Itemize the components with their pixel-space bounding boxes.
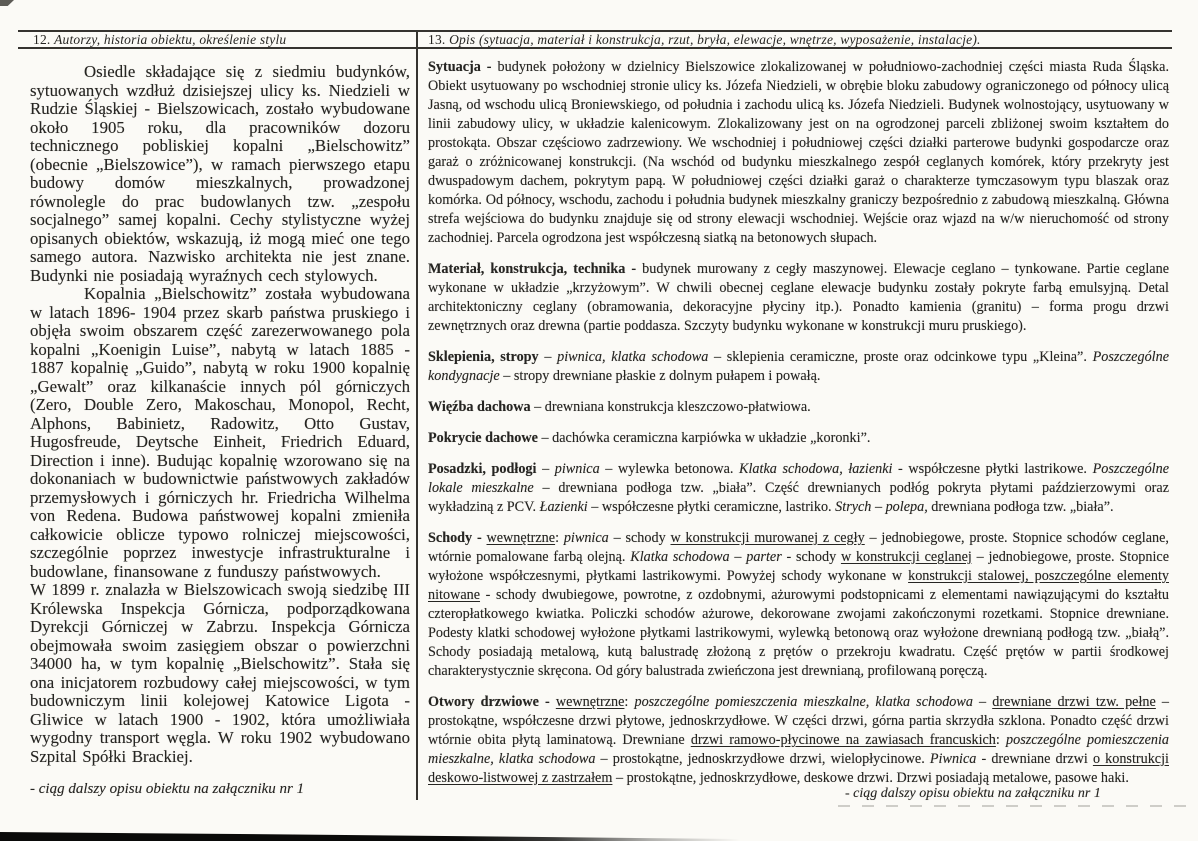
text-segment: Sytuacja - xyxy=(428,59,498,75)
text-segment: piwnica xyxy=(563,530,614,546)
text-segment: konstrukcji stalowej, poszczególne elementy nitowane xyxy=(428,568,1169,603)
text-segment: – drewniana podłoga tzw. „biała”. Część drewnianych podłóg pokryta płytami paździerzowymi oraz wykładziną z PCV. xyxy=(428,480,1169,515)
text-segment: 12. xyxy=(33,32,55,47)
text-segment: Poszczególne kondygnacje xyxy=(428,349,1170,384)
text-segment: Piwnica xyxy=(929,751,982,767)
right-column-body xyxy=(428,58,1169,800)
text-segment: : xyxy=(624,694,635,710)
text-segment: - schody xyxy=(786,549,841,565)
paragraph xyxy=(30,285,410,581)
column-divider xyxy=(416,30,418,800)
text-segment: – prostokątne, jednoskrzydłowe drzwi, wielopłycinowe. xyxy=(600,751,930,767)
paragraph xyxy=(428,58,1169,248)
text-segment: wewnętrzne xyxy=(555,694,625,710)
text-segment: : xyxy=(555,530,564,546)
text-segment: - drewniane drzwi xyxy=(981,751,1093,767)
text-segment: Klatka schodowa, łazienki xyxy=(739,461,899,477)
text-segment: drewniane drzwi tzw. pełne xyxy=(992,694,1156,710)
text-segment: – wylewka betonowa. xyxy=(605,461,740,477)
section-12-header xyxy=(33,32,286,48)
paragraph xyxy=(428,460,1169,517)
text-segment: Materiał, konstrukcja, technika - xyxy=(428,261,643,277)
text-segment: Więźba dachowa xyxy=(428,399,535,415)
paragraph xyxy=(428,398,1169,417)
paragraph xyxy=(428,260,1169,336)
text-segment: – jednobiegowe, proste. Stopnice schodów ceglane, wtórnie pomalowane farbą olejną. xyxy=(428,530,1169,565)
paragraph xyxy=(428,429,1169,448)
text-segment: Sklepienia, stropy xyxy=(428,349,545,365)
text-segment: – sklepienia ceramiczne, proste oraz odcinkowe typu „Kleina”. xyxy=(713,349,1093,365)
section-13-header xyxy=(428,32,981,48)
paragraph xyxy=(428,348,1169,386)
text-segment: Otwory drzwiowe - xyxy=(428,694,556,710)
text-segment: – xyxy=(979,694,993,710)
text-segment: Poszczególne lokale mieszkalne xyxy=(428,461,1170,496)
left-column-footer: - ciąg dalszy opisu obiektu na załączniku nr 1 xyxy=(30,781,305,797)
left-column-body xyxy=(30,63,410,766)
text-segment: poszczególne pomieszczenia mieszkalne, klatka schodowa xyxy=(428,732,1169,767)
text-segment: w konstrukcji murowanej z cegły xyxy=(670,530,865,546)
text-segment: – xyxy=(544,349,558,365)
text-segment: - schody dwubiegowe, powrotne, z ozdobnymi, ażurowymi podstopnicami z elementami nawiązującymi do kształtu czteropłatkowego kwiatka. Policzki schodów ażurowe, dekorowane zwojami zakończonymi rozetkami. Stopnice drewniane. Podesty klatki schodowej wyłożone płytkami lastrikowymi, wylewką betonową oraz wyłożone drewnianą podłogą tzw. „białą”. Schody posiadają metalową, kutą balustradę złożoną z prętów o przekroju kwadratu. Część prętów w partii środkowej charakterystycznie skręcona. Od góry balustrada zwieńczona jest drewnianą, profilowaną poręczą. xyxy=(428,587,1169,679)
text-segment: – prostokątne, jednoskrzydłowe, deskowe drzwi. Drzwi posiadają metalowe, pasowe haki. xyxy=(612,770,1129,786)
text-segment: – dachówka ceramiczna karpiówka w układzie „koronki”. xyxy=(541,430,871,446)
text-segment: – xyxy=(542,461,555,477)
scan-artifact-bottom-edge xyxy=(0,827,740,841)
text-segment: drewniana podłoga tzw. „biała”. xyxy=(931,499,1114,515)
text-segment: Opis (sytuacja, materiał i konstrukcja, rzut, bryła, elewacje, wnętrze, wyposażenie, instalacje). xyxy=(449,32,981,47)
text-segment: drzwi ramowo-płycinowe na zawiasach francuskich xyxy=(690,732,996,748)
text-segment: Kopalnia „Bielschowitz” została wybudowana w latach 1896- 1904 przez skarb państwa pruskiego i objęła swoim obszarem część zarezerwowanego pola kopalni „Koenigin Luise”, nabytą w latach 1885 - 1887 kopalnię „Guido”, nabytą w roku 1900 kopalnię „Gewalt” oraz kilkanaście innych pól górniczych (Zero, Double Zero, Makoschau, Monopol, Recht, Alphons, Babinietz, Radowitz, Otto Gustav, Hugosfreude, Deytsche Einheit, Friedrich Eduard, Direction i inne). Budując kopalnię wzorowano się na dokonaniach w budownictwie państwowych zakładów przemysłowych i górniczych hr. Friedricha Wilhelma von Redena. Budowa państwowej kopalni zmieniła całkowicie oblicze typowo rolniczej miejscowości, szczególnie poprzez inwestycje infrastrukturalne i budowlane, finansowane z funduszy państwowych. xyxy=(30,284,410,581)
text-segment: wewnętrzne xyxy=(486,530,556,546)
text-segment: budynek położony w dzielnicy Bielszowice zlokalizowanej w południowo-zachodniej części miasta Ruda Śląska. Obiekt usytuowany po wschodniej stronie ulicy ks. Józefa Niedzieli, w obrębie bloku zabudowy ograniczonego od północy ulicą Jasną, od wschodu ulicą Broniewskiego, od południa i zachodu ulicą ks. Józefa Niedzieli. Budynek wolnostojący, usytuowany w linii zabudowy ulicy, w układzie kalenicowym. Zlokalizowany jest on na ogrodzonej parceli zbliżonej swoim kształtem do prostokąta. Obszar częściowo zadrzewiony. We wschodniej i południowej części działki parterowe budynki gospodarcze oraz garaż o zróżnicowanej konstrukcji. (Na wschód od budynku mieszkalnego zespół ceglanych komórek, który przekryty jest dwuspadowym dachem, pokrytym papą. W południowej części działki garaż o charakterze tymczasowym typu blaszak oraz komórka. Od północy, wschodu, zachodu i południa budynek mieszkalny graniczy bezpośrednio z zabudową mieszkalną. Główna strefa wejściowa do budynku znajduje się od strony elewacji wschodniej. Wejście oraz wjazd na w/w nieruchomość od strony zachodniej. Parcela ogrodzona jest współczesną siatką na betonowych słupach. xyxy=(428,59,1169,246)
text-segment: 13. xyxy=(428,32,450,47)
text-segment: – współczesne płytki ceramiczne, lastriko. xyxy=(591,499,836,515)
scan-artifact-dashes xyxy=(838,805,1190,807)
text-segment: : xyxy=(995,732,1007,748)
paragraph xyxy=(428,693,1169,788)
text-segment: – jednobiegowe, proste. Stopnice wyłożone współczesnymi, płytkami lastrikowymi. Powyżej schody wykonane w xyxy=(428,549,1170,584)
text-segment: – stropy drewniane płaskie z dolnym pułapem i powałą. xyxy=(503,368,821,384)
text-segment: Łazienki xyxy=(539,499,592,515)
text-segment: Schody - xyxy=(428,530,487,546)
text-segment: piwnica, klatka schodowa xyxy=(557,349,714,365)
text-segment: Osiedle składające się z siedmiu budynków, sytuowanych wzdłuż dzisiejszej ulicy ks. Niedzieli w Rudzie Śląskiej - Bielszowicach, zostało wybudowane około 1905 roku, dla pracowników dozoru technicznego pobliskiej kopalni „Bielschowitz” (obecnie „Bielszowice”), w ramach pierwszego etapu budowy domów mieszkalnych, prowadzonej równolegle do prac budowlanych tzw. „zespołu socjalnego” samej kopalni. Cechy stylistyczne wyżej opisanych obiektów, wskazują, iż mogą mieć one tego samego autora. Nazwisko architekta nie jest znane. Budynki nie posiadają wyraźnych cech stylowych. xyxy=(30,62,410,285)
text-segment: – drewniana konstrukcja kleszczowo-płatwiowa. xyxy=(534,399,811,415)
text-segment: Klatka schodowa – parter xyxy=(630,549,787,565)
text-segment: piwnica xyxy=(554,461,606,477)
text-segment: w konstrukcji ceglanej xyxy=(840,549,972,565)
text-segment: Pokrycie dachowe xyxy=(428,430,542,446)
scan-artifact-corner xyxy=(0,0,14,6)
paragraph xyxy=(428,529,1169,681)
paragraph xyxy=(30,581,410,766)
text-segment: poszczególne pomieszczenia mieszkalne, klatka schodowa xyxy=(634,694,980,710)
paragraph xyxy=(30,63,410,285)
text-segment: Strych – polepa, xyxy=(835,499,932,515)
text-segment: - współczesne płytki lastrikowe. xyxy=(898,461,1093,477)
text-segment: budynek murowany z cegły maszynowej. Elewacje ceglano – tynkowane. Partie ceglane wykonane w układzie „krzyżowym”. W chwili obecnej ceglane elewacje budynku zostały pokryte farbą emulsyjną. Detal architektoniczny ceglany (obramowania, dekoracyjne płyciny itp.). Ponadto kamienia (granitu) – forma progu drzwi zewnętrznych oraz drewna (partie poddasza. Szczyty budynku wykonane w konstrukcji muru pruskiego). xyxy=(428,261,1169,334)
text-segment: W 1899 r. znalazła w Bielszowicach swoją siedzibę III Królewska Inspekcja Górnicza, podporządkowana Dyrekcji Górniczej w Zabrzu. Inspekcja Górnicza obejmowała swoim zasięgiem obszar o powierzchni 34000 ha, w tym kopalnię „Bielschowitz”. Stała się ona inicjatorem rozbudowy całej miejscowości, w tym budowniczym linii kolejowej Katowice Ligota - Gliwice w latach 1900 - 1902, która umożliwiała wygodny transport węgla. W roku 1902 wybudowano Szpital Spółki Brackiej. xyxy=(30,580,410,766)
text-segment: – schody xyxy=(613,530,671,546)
text-segment: Autorzy, historia obiektu, określenie stylu xyxy=(54,32,287,47)
text-segment: Posadzki, podłogi xyxy=(428,461,543,477)
text-segment: – prostokątne, współczesne drzwi płytowe, jednoskrzydłowe. W części drzwi, górna partia skrzydła szklona. Ponadto część drzwi wtórnie obita płytą laminatową. Drewniane xyxy=(428,694,1169,748)
right-column-footer: - ciąg dalszy opisu obiektu na załączniku nr 1 xyxy=(845,786,1101,801)
text-segment: o konstrukcji deskowo-listwowej z zastrzałem xyxy=(428,751,1169,786)
